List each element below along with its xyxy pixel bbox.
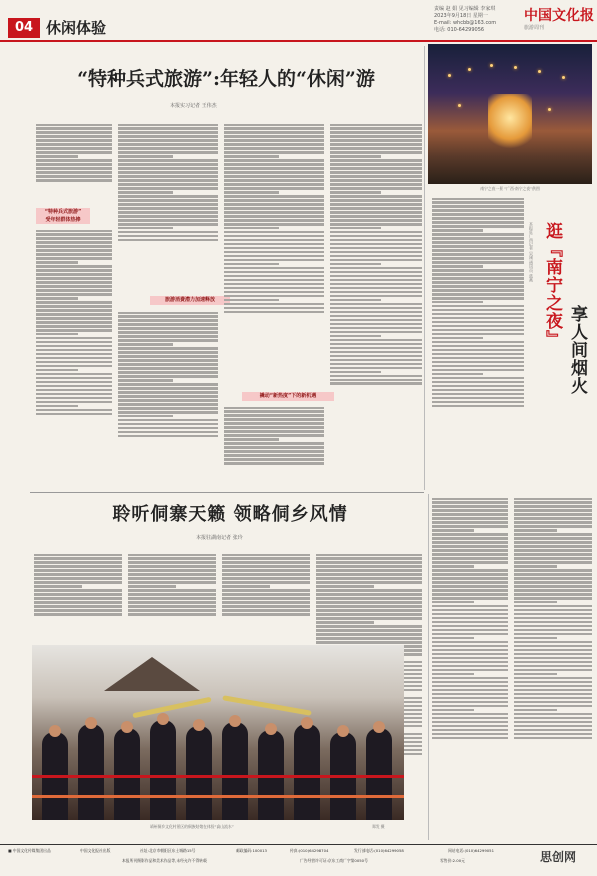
- text-column: [432, 196, 524, 492]
- column-divider: [428, 494, 429, 840]
- info-line: E-mail: whcbb@163.com: [434, 20, 497, 26]
- footer-notice: 本报所刊摄影作品和美术作品等,未经允许不得转载: [122, 858, 207, 863]
- page-number: 04: [8, 18, 40, 38]
- info-line: 责编 赵 娟 见习编辑 李家琪: [434, 6, 496, 12]
- subhead-caption: 受年轻群体热捧: [45, 217, 81, 223]
- article2-title-red: 逛『南宁之夜』: [542, 222, 562, 348]
- head: [121, 721, 133, 733]
- nanning-night-photo: [428, 44, 592, 184]
- header-rule: [0, 40, 597, 42]
- bamboo-pipe: [222, 695, 312, 716]
- article3-byline: 本报驻湖南记者 张玲: [196, 535, 243, 541]
- text-column: [36, 228, 112, 490]
- light-dot: [458, 104, 461, 107]
- head: [265, 723, 277, 735]
- person: [78, 724, 104, 820]
- text-column: [118, 310, 218, 490]
- article1-byline: 本报实习记者 王伟杰: [170, 103, 217, 109]
- footer-item: 网站电话:(010)64299051: [448, 848, 495, 853]
- watermark: 思创网: [540, 850, 577, 864]
- head: [193, 719, 205, 731]
- costume-stripe: [32, 775, 404, 778]
- article2-byline: 本报驻广西记者 吴刚 通讯员 蓝燕: [529, 222, 534, 282]
- text-column: [224, 122, 324, 387]
- head: [157, 713, 169, 725]
- text-column: [514, 496, 592, 836]
- person: [222, 722, 248, 820]
- light-dot: [514, 66, 517, 69]
- info-line: 电话: 010-64299056: [434, 27, 485, 33]
- masthead-subtitle: 旅游周刊: [524, 25, 545, 31]
- dong-village-photo: [32, 645, 404, 820]
- person: [186, 726, 212, 820]
- head: [85, 717, 97, 729]
- person: [114, 728, 140, 820]
- masthead-logo: 中国文化报: [524, 8, 594, 24]
- head: [301, 717, 313, 729]
- article2-title-black: 享人间烟火: [567, 305, 587, 395]
- photo-caption: 靖州侗乡文化村景区的侗族姑娘在体验“高山流水”: [150, 824, 234, 829]
- subhead-box: [36, 208, 90, 224]
- footer-item: 邮政编码:100013: [236, 848, 267, 853]
- column-divider: [424, 46, 425, 490]
- person: [294, 724, 320, 820]
- person: [150, 720, 176, 820]
- photo-caption: 南宁之夜一景 “广西·南宁之夜”供图: [480, 186, 540, 191]
- head: [337, 725, 349, 737]
- footer-item: 中国文化报社出版: [80, 848, 111, 853]
- light-dot: [448, 74, 451, 77]
- footer-item: ■ 中国文化传媒集团出品: [8, 848, 51, 853]
- subhead-box: 旅游消费潜力加速释放: [150, 296, 230, 305]
- drum-tower-roof: [92, 657, 212, 691]
- person: [366, 728, 392, 820]
- subhead-box: 撬动“新热度”下的新机遇: [242, 392, 334, 401]
- head: [229, 715, 241, 727]
- light-dot: [538, 70, 541, 73]
- subhead: “特种兵式旅游”: [44, 209, 82, 215]
- text-column: [222, 552, 310, 640]
- text-column: [128, 552, 216, 640]
- footer-rule: [0, 844, 597, 845]
- light-dot: [468, 68, 471, 71]
- footer-ad: 广告经营许可证:京东工商广字第0050号: [300, 858, 368, 863]
- light-dot: [562, 76, 565, 79]
- light-dot: [548, 108, 551, 111]
- costume-stripe: [32, 795, 404, 798]
- article3-headline: 聆听侗寨天籁 领略侗乡风情: [112, 504, 348, 525]
- footer-price: 零售价:2.00元: [440, 858, 465, 863]
- text-column: [432, 496, 508, 836]
- photo-credit: 郑发 摄: [372, 824, 385, 829]
- text-column: [34, 552, 122, 640]
- info-line: 2023年9月18日 星期一: [434, 13, 488, 19]
- light-dot: [490, 64, 493, 67]
- section-title: 休闲体验: [46, 19, 107, 37]
- footer-item: 发行部电话:(010)64299058: [354, 848, 404, 853]
- footer-item: 社址:北京市朝阳区东土城路15号: [140, 848, 196, 853]
- head: [49, 725, 61, 737]
- bamboo-pipe: [132, 697, 211, 719]
- text-column: [330, 122, 422, 490]
- footer-item: 传真:(010)64298704: [290, 848, 329, 853]
- head: [373, 721, 385, 733]
- article1-headline: “特种兵式旅游”:年轻人的“休闲”游: [77, 68, 375, 90]
- text-column: [224, 405, 324, 490]
- lantern-figure: [488, 94, 532, 154]
- section-divider: [30, 492, 424, 493]
- text-column: [36, 122, 112, 206]
- editor-info: [434, 6, 520, 34]
- text-column: [118, 122, 218, 292]
